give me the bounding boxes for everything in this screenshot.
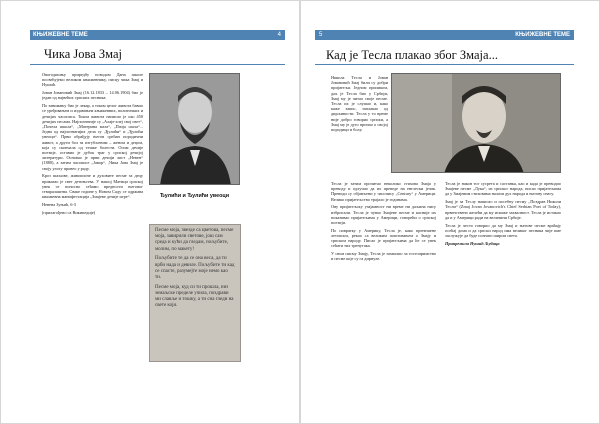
article-column-left	[331, 181, 436, 381]
paragraph: Кроз шаљиве, живописне и духовите песме за децу приказао је свет детињства. У нашој Матици српској увек се поносно сећамо вредности његовог стваралаштва. Сваке године у Новом Саду се одржава књижевна манифестација „Змајеве дечије игре“.	[42, 173, 143, 200]
paragraph: Тесла је након тог сусрета и састанка, као и када је преводио Змајеве песме „Лука“, из српског народа, писао пријатељима да у Змајевим стиховима налази дух народа и његову снагу.	[445, 181, 561, 197]
paragraph: По занимању био је лекар, а током целог живота бавио се уређивањем и издавањем књижевних, политичких и дечијих часописа. Током живота написао је око 450 дечијих песама. Најпознатије су „Алаје-алеј свој свет“, „Почела школа“, „Материна маза“, „Пачја шала“... Једна од најпознатијих дела су „Ђулићи“ и „Ђулићи увеоци“. Први обрађују његов срећан породични живот, а други бол за изгубљеним – женом и децом, која су скончала од тешке болести. Осим дечије поезије, оставио је дубок траг у српској дечијој литератури. Основао је први дечији лист „Невен“ (1880), а затим часописе „Јавор“, „Чика Јова Змај је своју улогу провео у раду.	[42, 103, 143, 171]
signature: Припремила Нушић Љубица	[445, 240, 500, 246]
paragraph: Овогодишњу приредбу поводом Дана школе посвећујемо великом књижевнику, писцу чика Змај и Нушић.	[42, 72, 143, 88]
portrait-icon	[150, 74, 240, 185]
right-page	[300, 0, 600, 424]
paragraph: Тесла је често говорио да му Змај и његове песме враћају осећај дома и да српски народ има великог песника чије име заслужује да буде познато широм света.	[445, 222, 561, 239]
section-label: КЊИЖЕВНЕ ТЕМЕ	[33, 32, 88, 38]
article-column-right	[445, 181, 561, 381]
tesla-photo	[391, 73, 561, 173]
page-title: Кад је Тесла плакао због Змаја...	[326, 48, 498, 62]
page-number: 4	[277, 32, 281, 38]
section-band	[315, 30, 574, 40]
portrait-photo	[149, 73, 240, 185]
photo-caption: Ђулићи и Ђулићи увеоци	[159, 193, 230, 199]
paragraph: Тесла је затим прочитао неколико стихова Змаја у преводу и одлучио да их преведе на енглески језик. Преводи су објављени у часопису „Century“ у Америци. Велико пријатељство трајало је годинама.	[331, 181, 436, 202]
paragraph: По повратку у Америку, Тесла је, како пренешене летописи, рекао са великим поштовањем о Змају и српском народу. Писао је пријатељима да ће се увек сећати тих тренутака.	[331, 227, 436, 249]
title-rule	[315, 64, 574, 65]
source-line: (прилагођено са Википедије)	[42, 209, 96, 215]
author-line: Невена Зуњић, 6-3	[42, 202, 76, 208]
manuscript-stanza: Песме моја, звезде са цветова, песме моја, завирили светове, још сам среда и кући да гледам, пољубите, молим, по макету!	[155, 228, 234, 252]
article-column-top	[331, 75, 388, 174]
manuscript-image	[149, 224, 241, 362]
page-title: Чика Јова Змај	[44, 47, 123, 61]
title-rule	[30, 64, 285, 65]
paragraph: Никола Тесла и Јован Јовановић Змај били су добри пријатељи. Једном приликом, док је Тесла био у Србији, Змај му је читао своје песме. Тесла их је слушао и, како каже запис, заплакао од дирљивости. Тесла у то време није добро говорио српски, а Змај му је дуго причао о својој породици и болу.	[331, 75, 388, 133]
article-column	[42, 72, 143, 377]
paragraph: Змај је за Теслу написао и посебну песму „Поздрав Николи Тесли“ (Zmaj Jovan Jovanovich's Chief Serbian Poet of Today), првенствено желећи да му искаже захвалност. Тесла је истакао да и у Америци ради на величини Србије.	[445, 199, 561, 220]
section-label: КЊИЖЕВНЕ ТЕМЕ	[515, 32, 570, 38]
tesla-portrait-icon	[392, 74, 561, 173]
manuscript-stanza: Пољубите те да се она веса, да ти врби нада и девиле. Пољубите ти кад се спасте, разумејте моје немо као ти.	[155, 256, 235, 280]
manuscript-stanza: Песме моја, куд си ти прошла, низ земаљске пределе учила, поздрави ми славље и тошку, а ти сна гледи на свете који.	[155, 284, 234, 309]
paragraph: Ову пријатељску узајамност ни време ни даљина нису избрисали. Тесла је чувао Змајеве песме и касније их показивао пријатељима у Америци, говорећи о српској поезији.	[331, 204, 436, 226]
section-band	[30, 30, 285, 40]
paragraph: Јован Јовановић Змај (16.12.1833 – 14.06.1904) био је један од највећих српских песника.	[42, 90, 143, 101]
paragraph: У свом писму Змају, Тесла је захвалио за гостопримство и песме које су га дирнуле.	[331, 251, 436, 262]
page-number: 5	[319, 32, 323, 38]
